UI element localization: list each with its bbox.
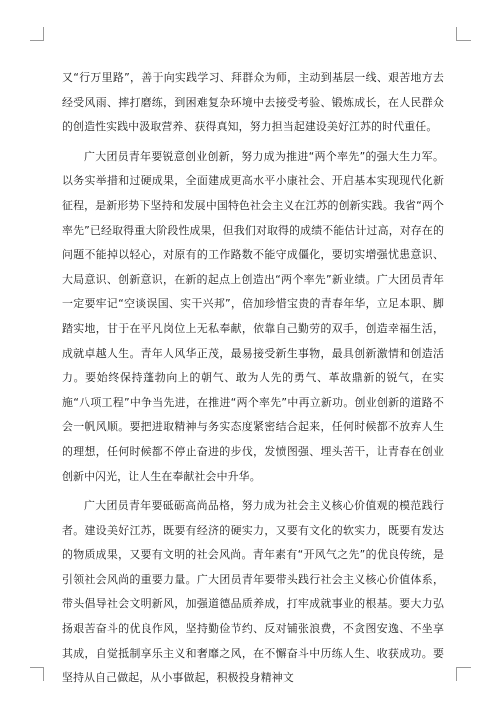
paragraph-innovation: 广大团员青年要锐意创业创新，努力成为推进“两个率先”的强大生力军。以务实举措和过硬成果，全面建成更高水平小康社会、开启基本实现现代化新征程，是新形势下坚持和发展中国特色社会主义在江苏的创新实践。我省“两个率先”已经取得重大阶段性成果，但我们对取得的成绩不能估计过高，对存在的问题不能掉以轻心，对原有的工作路数不能守成僵化，要切实增强忧患意识、大局意识、创新意识，在新的起点上创造出“两个率先”新业绩。广大团员青年一定要牢记“空谈误国、实干兴邦”，倍加珍惜宝贵的青春年华，立足本职、脚踏实地，甘于在平凡岗位上无私奉献，依靠自己勤劳的双手，创造幸福生活，成就卓越人生。青年人风华正茂，最易接受新生事物，最具创新激情和创造活力。要始终保持蓬勃向上的朝气、敢为人先的勇气、革故鼎新的锐气，在实施“八项工程”中争当先进，在推进“两个率先”中再立新功。创业创新的道路不会一帆风顺。要把进取精神与务实态度紧密结合起来，任何时候都不放弃人生的理想，任何时候都不停止奋进的步伐，发愤图强、埋头苦干，让青春在创业创新中闪光，让人生在奉献社会中升华。 bbox=[62, 149, 444, 483]
crop-mark-top-left bbox=[30, 40, 44, 41]
crop-mark-bottom-right bbox=[456, 667, 457, 681]
crop-mark-bottom-left bbox=[30, 667, 44, 668]
document-body bbox=[62, 66, 444, 691]
paragraph-continued: 又“行万里路”，善于向实践学习、拜群众为师，主动到基层一线、艰苦地方去经受风雨、摔打磨练，到困难复杂环境中去接受考验、锻炼成长，在人民群众的创造性实践中汲取营养、获得真知，努力担当起建设美好江苏的时代重任。 bbox=[62, 71, 444, 134]
crop-mark-bottom-left bbox=[43, 667, 44, 681]
crop-mark-top-right bbox=[457, 40, 471, 41]
paragraph-character: 广大团员青年要砥砺高尚品格，努力成为社会主义核心价值观的模范践行者。建设美好江苏，既要有经济的硬实力，又要有文化的软实力，既要有发达的物质成果，又要有文明的社会风尚。青年素有“开风气之先”的优良传统，是引领社会风尚的重要力量。广大团员青年要带头践行社会主义核心价值体系，带头倡导社会文明新风，加强道德品质养成，打牢成就事业的根基。要大力弘扬艰苦奋斗的优良作风，坚持勤俭节约、反对铺张浪费，不贪图安逸、不坐享其成，自觉抵制享乐主义和奢靡之风，在不懈奋斗中历练人生、收获成功。要坚持从自己做起，从小事做起，积极投身精神文 bbox=[62, 499, 444, 685]
crop-mark-top-left bbox=[43, 27, 44, 41]
crop-mark-top-right bbox=[456, 27, 457, 41]
crop-mark-bottom-right bbox=[457, 667, 471, 668]
